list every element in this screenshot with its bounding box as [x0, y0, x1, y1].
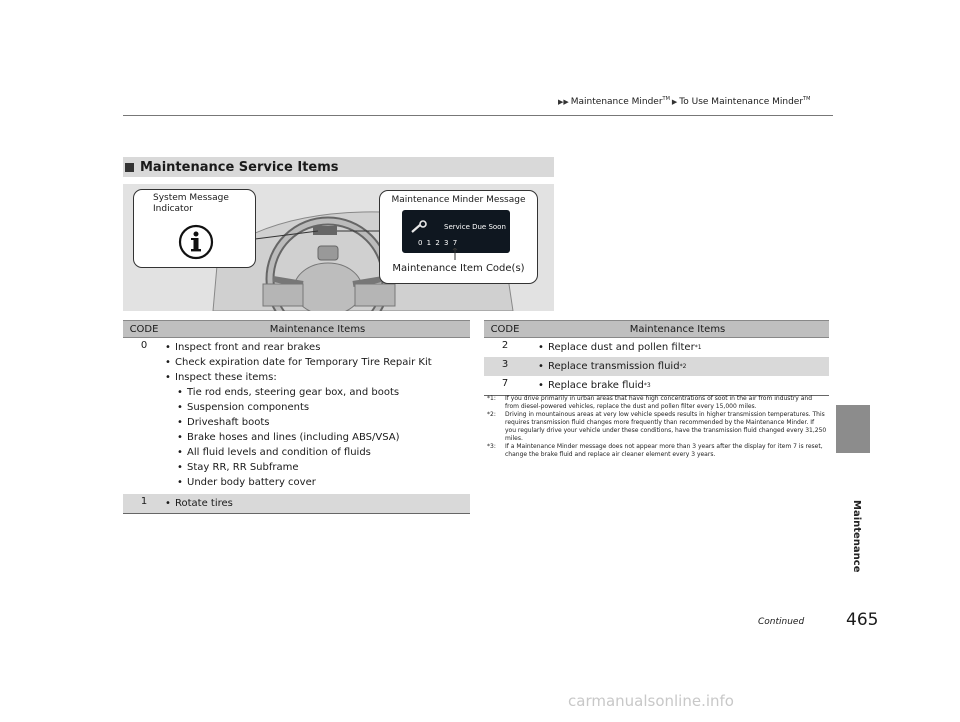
footnote: *3: If a Maintenance Minder message does not appear more than 3 years after the display for item 7 is reset, change the brake fluid and replace air cleaner element every 3 years.: [487, 443, 823, 458]
section-heading: [123, 157, 554, 177]
bullet-icon: •: [177, 447, 183, 458]
bullet-icon: •: [165, 498, 171, 509]
chapter-label: Maintenance: [851, 500, 862, 573]
list-item: • Brake hoses and lines (including ABS/VSA): [177, 432, 400, 443]
bullet-icon: •: [538, 380, 544, 391]
display-codes: 0 1 2 3 7: [418, 239, 459, 247]
mid-display: [402, 210, 510, 253]
column-header-items: Maintenance Items: [526, 321, 829, 338]
chapter-tab[interactable]: [836, 405, 870, 453]
system-message-callout: [133, 189, 256, 268]
code-cell: 7: [484, 376, 526, 396]
bullet-icon: •: [538, 361, 544, 372]
column-header-code: CODE: [484, 321, 526, 338]
item-code-label: Maintenance Item Code(s): [392, 263, 525, 274]
footnote: *1: If you drive primarily in urban areas that have high concentrations of soot in the air from industry and from diesel-powered vehicles, replace the dust and pollen filter every 15,000 miles.: [487, 395, 812, 410]
square-bullet-icon: [125, 163, 134, 172]
list-item: • Check expiration date for Temporary Tire Repair Kit: [165, 357, 432, 368]
items-cell: • Replace dust and pollen filter *1: [538, 342, 702, 353]
continued-label: Continued: [758, 617, 805, 627]
table-row: [123, 338, 470, 495]
list-item: • All fluid levels and condition of fluids: [177, 447, 371, 458]
code-cell: 1: [123, 494, 165, 514]
items-cell: • Replace transmission fluid *2: [526, 357, 829, 376]
maintenance-table-left: [123, 320, 470, 514]
footnote-ref[interactable]: *3: [643, 382, 651, 389]
list-item: • Inspect these items:: [165, 372, 277, 383]
table-row: [484, 338, 829, 358]
maintenance-message-label: Maintenance Minder Message: [391, 195, 526, 205]
footnotes: [487, 395, 827, 459]
watermark: carmanualsonline.info: [568, 692, 734, 710]
header-divider: [123, 115, 833, 116]
items-cell: [165, 494, 470, 514]
table-row: [123, 494, 470, 514]
bullet-icon: •: [177, 402, 183, 413]
wrench-icon: [410, 220, 430, 234]
breadcrumb: [558, 96, 810, 107]
bullet-icon: •: [165, 372, 171, 383]
info-icon: [178, 224, 214, 260]
maintenance-table-right: [484, 320, 829, 396]
items-cell: • Replace brake fluid *3: [526, 376, 829, 396]
code-pointer-icon: [450, 248, 460, 262]
list-item: • Stay RR, RR Subframe: [177, 462, 299, 473]
list-item: • Inspect front and rear brakes: [165, 342, 321, 353]
table-row: [484, 357, 829, 376]
bullet-icon: •: [177, 477, 183, 488]
list-item: • Tie rod ends, steering gear box, and boots: [177, 387, 400, 398]
list-item: • Rotate tires: [165, 498, 233, 509]
bullet-icon: •: [177, 462, 183, 473]
bullet-icon: •: [177, 387, 183, 398]
section-title: Maintenance Service Items: [140, 159, 339, 175]
code-cell: 2: [501, 340, 509, 351]
items-cell: [165, 338, 470, 495]
column-header-code: CODE: [123, 321, 165, 338]
display-message: Service Due Soon: [444, 223, 506, 231]
bullet-icon: •: [177, 432, 183, 443]
breadcrumb-item-1[interactable]: Maintenance Minder™: [570, 96, 670, 107]
list-item: • Under body battery cover: [177, 477, 316, 488]
list-item: • Driveshaft boots: [177, 417, 270, 428]
breadcrumb-separator-icon: ▶: [671, 97, 678, 106]
code-cell: 3: [484, 357, 526, 376]
bullet-icon: •: [538, 342, 544, 353]
list-item: • Suspension components: [177, 402, 310, 413]
breadcrumb-item-2[interactable]: To Use Maintenance Minder™: [679, 96, 811, 107]
breadcrumb-marker-icon: ▶▶: [558, 97, 569, 106]
maintenance-message-callout: [379, 190, 538, 284]
table-row: [484, 376, 829, 396]
column-header-items: Maintenance Items: [165, 321, 470, 338]
bullet-icon: •: [165, 357, 171, 368]
bullet-icon: •: [177, 417, 183, 428]
page-number: 465: [846, 610, 879, 630]
footnote-ref[interactable]: *1: [694, 344, 702, 351]
code-cell: 0: [140, 340, 148, 351]
dashboard-illustration: [123, 184, 554, 311]
footnote: *2: Driving in mountainous areas at very low vehicle speeds results in higher transmission temperatures. This requires transmission fluid changes more frequently than recommended by the Maintenance Minder. If you regularly drive your vehicle under these conditions, have the transmission fluid changed every 31,250 miles.: [487, 411, 827, 442]
bullet-icon: •: [165, 342, 171, 353]
system-message-label: System Message Indicator: [153, 193, 229, 214]
footnote-ref[interactable]: *2: [679, 363, 687, 370]
